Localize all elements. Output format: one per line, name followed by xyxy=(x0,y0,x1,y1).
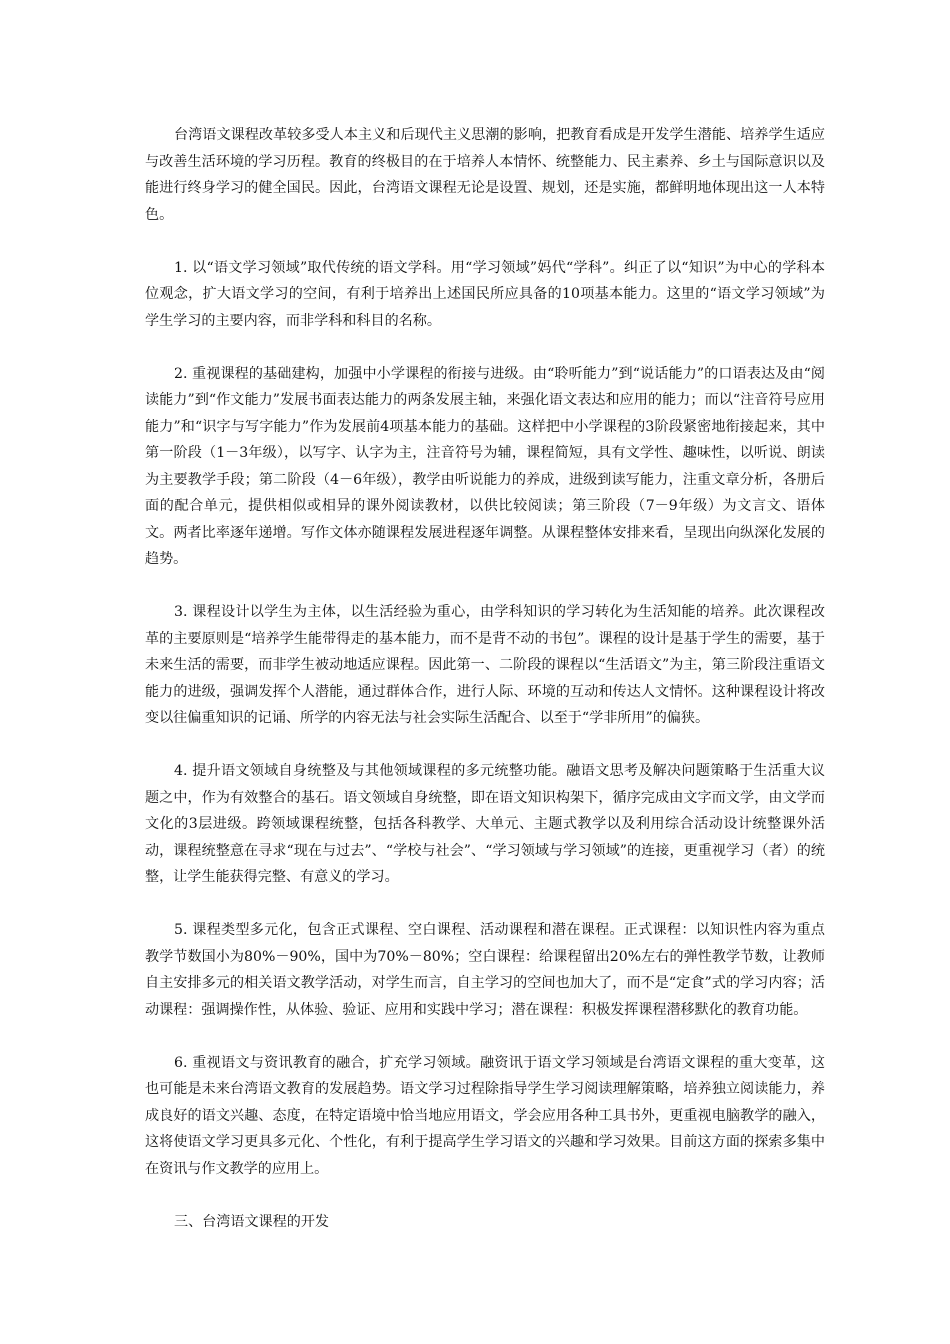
point-5-paragraph: 5. 课程类型多元化，包含正式课程、空白课程、活动课程和潜在课程。正式课程：以知识性内容为重点教学节数国小为80%－90%，国中为70%－80%；空白课程：给课程留出20%左右的弹性教学节数，让教师自主安排多元的相关语文教学活动，对学生而言，自主学习的空间也加大了，而不是“定食”式的学习内容；活动课程：强调操作性，从体验、验证、应用和实践中学习；潜在课程：积极发挥课程潜移默化的教育功能。 xyxy=(145,922,825,1018)
point-4-paragraph: 4. 提升语文领域自身统整及与其他领域课程的多元统整功能。融语文思考及解决问题策略于生活重大议题之中，作为有效整合的基石。语文领域自身统整，即在语文知识构架下，循序完成由文字而文学，由文学而文化的3层进级。跨领域课程统整，包括各科教学、大单元、主题式教学以及利用综合活动设计统整课外活动，课程统整意在寻求“现在与过去”、“学校与社会”、“学习领域与学习领域”的连接，更重视学习（者）的统整，让学生能获得完整、有意义的学习。 xyxy=(145,763,825,885)
point-6-paragraph: 6. 重视语文与资讯教育的融合，扩充学习领域。融资讯于语文学习领域是台湾语文课程的重大变革，这也可能是未来台湾语文教育的发展趋势。语文学习过程除指导学生学习阅读理解策略，培养独立阅读能力，养成良好的语文兴趣、态度，在特定语境中恰当地应用语文，学会应用各种工具书外，更重视电脑教学的融入，这将使语文学习更具多元化、个性化，有利于提高学生学习语文的兴趣和学习效果。目前这方面的探索多集中在资讯与作文教学的应用上。 xyxy=(145,1054,825,1177)
document-page xyxy=(145,122,825,1235)
point-1-paragraph: 1. 以“语文学习领域”取代传统的语文学科。用“学习领域”妈代“学科”。纠正了以“知识”为中心的学科本位观念，扩大语文学习的空间，有利于培养出上述国民所应具备的10项基本能力。这里的“语文学习领域”为学生学习的主要内容，而非学科和科目的名称。 xyxy=(145,259,825,329)
point-2-paragraph: 2. 重视课程的基础建构，加强中小学课程的衔接与进级。由“聆听能力”到“说话能力”的口语表达及由“阅读能力”到“作文能力”发展书面表达能力的两条发展主轴，来强化语文表达和应用的能力；而以“注音符号应用能力”和“识字与写字能力”作为发展前4项基本能力的基础。这样把中小学课程的3阶段紧密地衔接起来，其中第一阶段（1－3年级），以写字、认字为主，注音符号为辅，课程简短，具有文学性、趣味性，以听说、朗读为主要教学手段；第二阶段（4－6年级），教学由听说能力的养成，进级到读写能力，注重文章分析，各册后面的配合单元，提供相似或相异的课外阅读教材，以供比较阅读；第三阶段（7－9年级）为文言文、语体文。两者比率逐年递增。写作文体亦随课程发展进程逐年调整。从课程整体安排来看，呈现出向纵深化发展的趋势。 xyxy=(145,365,825,567)
intro-paragraph: 台湾语文课程改革较多受人本主义和后现代主义思潮的影响，把教育看成是开发学生潜能、培养学生适应与改善生活环境的学习历程。教育的终极目的在于培养人本情怀、统整能力、民主素养、乡土与国际意识以及能进行终身学习的健全国民。因此，台湾语文课程无论是设置、规划，还是实施，都鲜明地体现出这一人本特色。 xyxy=(145,127,825,223)
section-heading: 三、台湾语文课程的开发 xyxy=(174,1213,330,1230)
point-3-paragraph: 3. 课程设计以学生为主体，以生活经验为重心，由学科知识的学习转化为生活知能的培养。此次课程改革的主要原则是“培养学生能带得走的基本能力，而不是背不动的书包”。课程的设计是基于学生的需要，基于未来生活的需要，而非学生被动地适应课程。因此第一、二阶段的课程以“生活语文”为主，第三阶段注重语文能力的进级，强调发挥个人潜能，通过群体合作，进行人际、环境的互动和传达人文情怀。这种课程设计将改变以往偏重知识的记诵、所学的内容无法与社会实际生活配合、以至于“学非所用”的偏狭。 xyxy=(145,604,825,726)
